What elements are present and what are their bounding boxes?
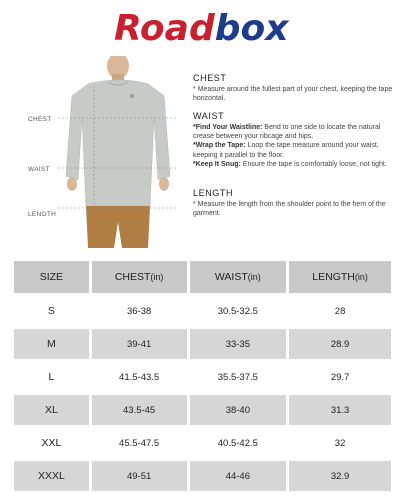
chest-instructions xyxy=(193,73,393,103)
waist-item-bold: *Find Your Waistline: xyxy=(193,124,263,131)
waist-title: WAIST xyxy=(193,111,225,121)
table-row xyxy=(14,395,391,425)
table-row xyxy=(14,329,391,359)
waist-item xyxy=(193,123,393,141)
cell-size: L xyxy=(14,362,89,392)
cell-chest: 41.5-43.5 xyxy=(92,362,187,392)
cell-size: S xyxy=(14,296,89,326)
cell-chest: 39-41 xyxy=(92,329,187,359)
cell-length: 32 xyxy=(289,428,391,458)
cell-chest: 49-51 xyxy=(92,461,187,491)
cell-chest: 43.5-45 xyxy=(92,395,187,425)
logo-blue-text: box xyxy=(214,8,289,48)
cell-waist: 33-35 xyxy=(190,329,287,359)
cell-length: 29.7 xyxy=(289,362,391,392)
table-header-row xyxy=(14,261,391,293)
cell-size: XXL xyxy=(14,428,89,458)
table-row xyxy=(14,362,391,392)
logo-red-text: Road xyxy=(114,8,215,48)
header-label: WAIST xyxy=(214,271,248,283)
header-size xyxy=(14,261,89,293)
waist-item-text: Loop the tape measure around your waist, keeping it parallel to the floor. xyxy=(193,142,379,159)
header-unit: (in) xyxy=(150,272,164,282)
figure-label-chest: CHEST xyxy=(28,116,52,123)
cell-chest: 36-38 xyxy=(92,296,187,326)
cell-waist: 40.5-42.5 xyxy=(190,428,287,458)
waist-item-bold: *Keep It Snug: xyxy=(193,160,241,168)
waist-item xyxy=(193,160,393,169)
cell-chest: 45.5-47.5 xyxy=(92,428,187,458)
header-unit: (in) xyxy=(354,272,368,282)
table-row xyxy=(14,428,391,458)
length-text: * Measure the length from the shoulder point to the hem of the garment. xyxy=(193,201,386,218)
cell-waist: 44-46 xyxy=(190,461,287,491)
chest-title: CHEST xyxy=(193,73,227,83)
length-instructions xyxy=(193,188,393,218)
header-label: SIZE xyxy=(39,271,64,283)
header-waist xyxy=(190,261,287,293)
cell-waist: 35.5-37.5 xyxy=(190,362,287,392)
chest-text: * Measure around the fullest part of your chest, keeping the tape horizontal. xyxy=(193,86,393,103)
cell-waist: 30.5-32.5 xyxy=(190,296,287,326)
waist-item-text: Ensure the tape is comfortably loose, not tight. xyxy=(240,160,387,168)
waist-item-bold: *Wrap the Tape: xyxy=(193,142,246,150)
figure-label-waist: WAIST xyxy=(28,166,50,173)
length-title: LENGTH xyxy=(193,188,234,198)
header-label: CHEST xyxy=(114,271,151,283)
cell-size: XXXL xyxy=(14,461,89,491)
shirt-model-figure xyxy=(58,56,178,248)
model-icon xyxy=(58,56,178,248)
cell-length: 28.9 xyxy=(289,329,391,359)
cell-length: 28 xyxy=(289,296,391,326)
cell-length: 31.3 xyxy=(289,395,391,425)
header-length xyxy=(289,261,391,293)
figure-label-length: LENGTH xyxy=(28,211,57,218)
cell-waist: 38-40 xyxy=(190,395,287,425)
header-chest xyxy=(92,261,187,293)
size-chart-table xyxy=(11,258,394,494)
brand-logo xyxy=(110,4,290,48)
header-label: LENGTH xyxy=(312,271,355,283)
cell-size: XL xyxy=(14,395,89,425)
table-row xyxy=(14,461,391,491)
header-unit: (in) xyxy=(247,272,261,282)
waist-instructions xyxy=(193,111,393,169)
waist-item-text: Bend to one side to locate the natural crease between your ribcage and hips. xyxy=(193,124,381,141)
roadbox-logo-icon xyxy=(110,4,290,48)
cell-size: M xyxy=(14,329,89,359)
waist-item xyxy=(193,141,393,159)
cell-length: 32.9 xyxy=(289,461,391,491)
table-row xyxy=(14,296,391,326)
